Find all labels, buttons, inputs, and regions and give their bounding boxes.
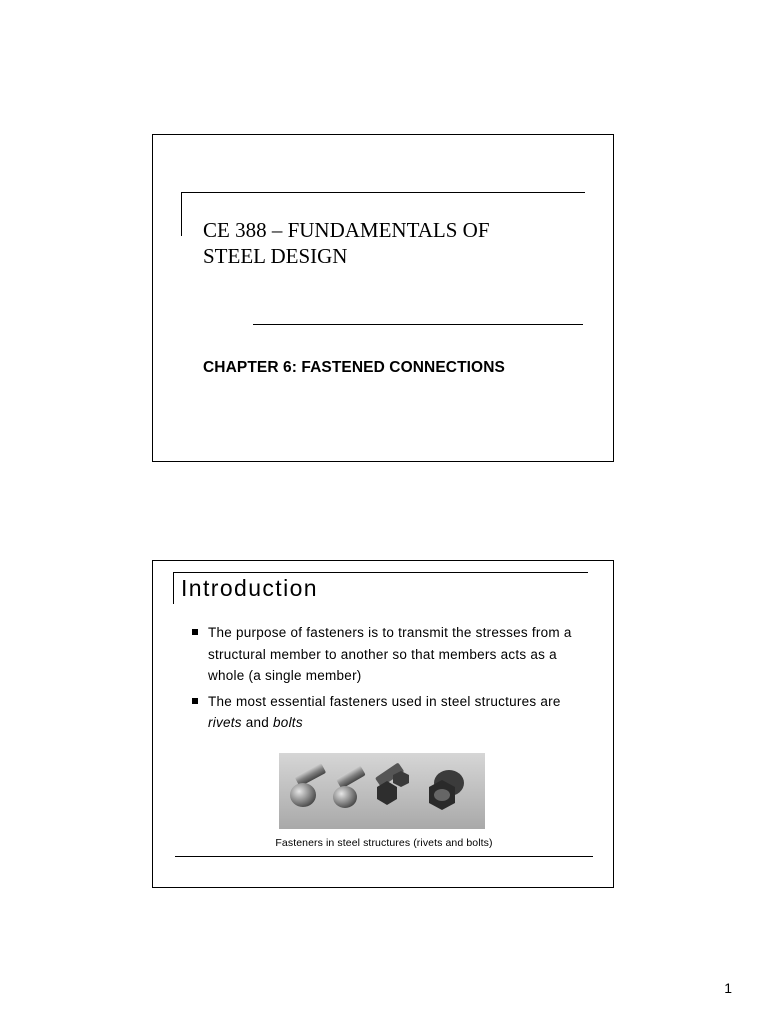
intro-bottom-rule (175, 856, 593, 857)
square-bullet-icon (192, 629, 198, 635)
intro-side-rule (173, 572, 174, 604)
course-title-line2: STEEL DESIGN (203, 244, 348, 268)
bullet-item (189, 691, 589, 734)
intro-heading: Introduction (181, 575, 318, 601)
bullet-text: The purpose of fasteners is to transmit the stresses from a structural member to another so that members acts as a whole (a single member) (208, 625, 572, 683)
title-side-rule (181, 192, 182, 236)
fasteners-photo (279, 753, 485, 829)
square-bullet-icon (192, 698, 198, 704)
bullet-rivets: rivets (208, 715, 242, 730)
course-title (203, 217, 603, 269)
bullet-and: and (241, 715, 274, 730)
bullet-list (189, 622, 589, 738)
title-top-rule (181, 192, 585, 193)
title-divider (253, 324, 583, 325)
photo-caption: Fasteners in steel structures (rivets and bolts) (275, 837, 493, 849)
bullet-text-pre: The most essential fasteners used in steel structures are (208, 693, 561, 709)
course-title-line1: CE 388 – FUNDAMENTALS OF (203, 218, 490, 242)
bullet-bolts: bolts (273, 715, 303, 730)
intro-top-rule (173, 572, 588, 573)
slide-introduction (152, 560, 614, 888)
page-number: 1 (724, 980, 732, 996)
bullet-item (189, 622, 589, 687)
slide-title (152, 134, 614, 462)
chapter-subtitle: CHAPTER 6: FASTENED CONNECTIONS (203, 359, 505, 376)
